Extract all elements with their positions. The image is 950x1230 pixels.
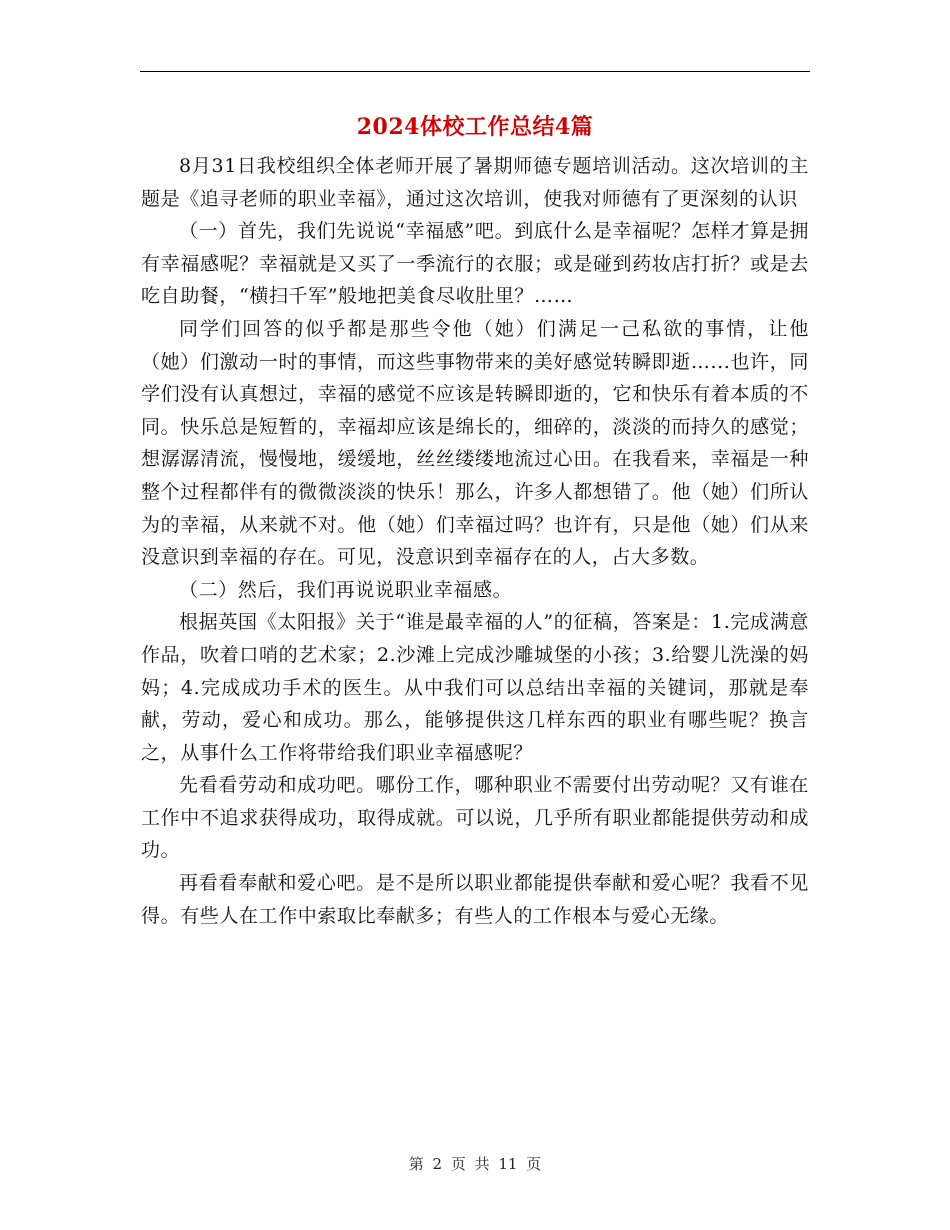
paragraph-5: 根据英国《太阳报》关于“谁是最幸福的人”的征稿，答案是：1.完成满意作品，吹着口哨的艺术家；2.沙滩上完成沙雕城堡的小孩；3.给婴儿洗澡的妈妈；4.完成成功手术的医生。从中我们可以总结出幸福的关键词，那就是奉献，劳动，爱心和成功。那么，能够提供这几样东西的职业有哪些呢？换言之，从事什么工作将带给我们职业幸福感呢？ [141, 611, 809, 764]
page-number-footer: 第 2 页 共 11 页 [408, 1155, 542, 1173]
paragraph-3: 同学们回答的似乎都是那些令他（她）们满足一己私欲的事情，让他（她）们激动一时的事情，而这些事物带来的美好感觉转瞬即逝…...也许，同学们没有认真想过，幸福的感觉不应该是转瞬即逝的，它和快乐有着本质的不同。快乐总是短暂的，幸福却应该是绵长的，细碎的，淡淡的而持久的感觉；想潺潺清流，慢慢地，缓缓地，丝丝缕缕地流过心田。在我看来，幸福是一种整个过程都伴有的微微淡淡的快乐！那么，许多人都想错了。他（她）们所认为的幸福，从来就不对。他（她）们幸福过吗？也许有，只是他（她）们从来没意识到幸福的存在。可见，没意识到幸福存在的人，占大多数。 [141, 317, 809, 569]
document-body [141, 150, 809, 932]
header-rule [140, 71, 810, 72]
paragraph-2: （一）首先，我们先说说“幸福感”吧。到底什么是幸福呢？怎样才算是拥有幸福感呢？幸福就是又买了一季流行的衣服；或是碰到药妆店打折？或是去吃自助餐，“横扫千军”般地把美食尽收肚里？…… [141, 220, 809, 308]
document-title: 2024体校工作总结4篇 [356, 114, 594, 140]
paragraph-7: 再看看奉献和爱心吧。是不是所以职业都能提供奉献和爱心呢？我看不见得。有些人在工作中索取比奉献多；有些人的工作根本与爱心无缘。 [141, 872, 809, 927]
paragraph-6: 先看看劳动和成功吧。哪份工作，哪种职业不需要付出劳动呢？又有谁在工作中不追求获得成功，取得成就。可以说，几乎所有职业都能提供劳动和成功。 [141, 774, 809, 862]
paragraph-4: （二）然后，我们再说说职业幸福感。 [179, 578, 513, 601]
paragraph-1: 8月31日我校组织全体老师开展了暑期师德专题培训活动。这次培训的主题是《追寻老师的职业幸福》，通过这次培训，使我对师德有了更深刻的认识 [141, 155, 809, 210]
